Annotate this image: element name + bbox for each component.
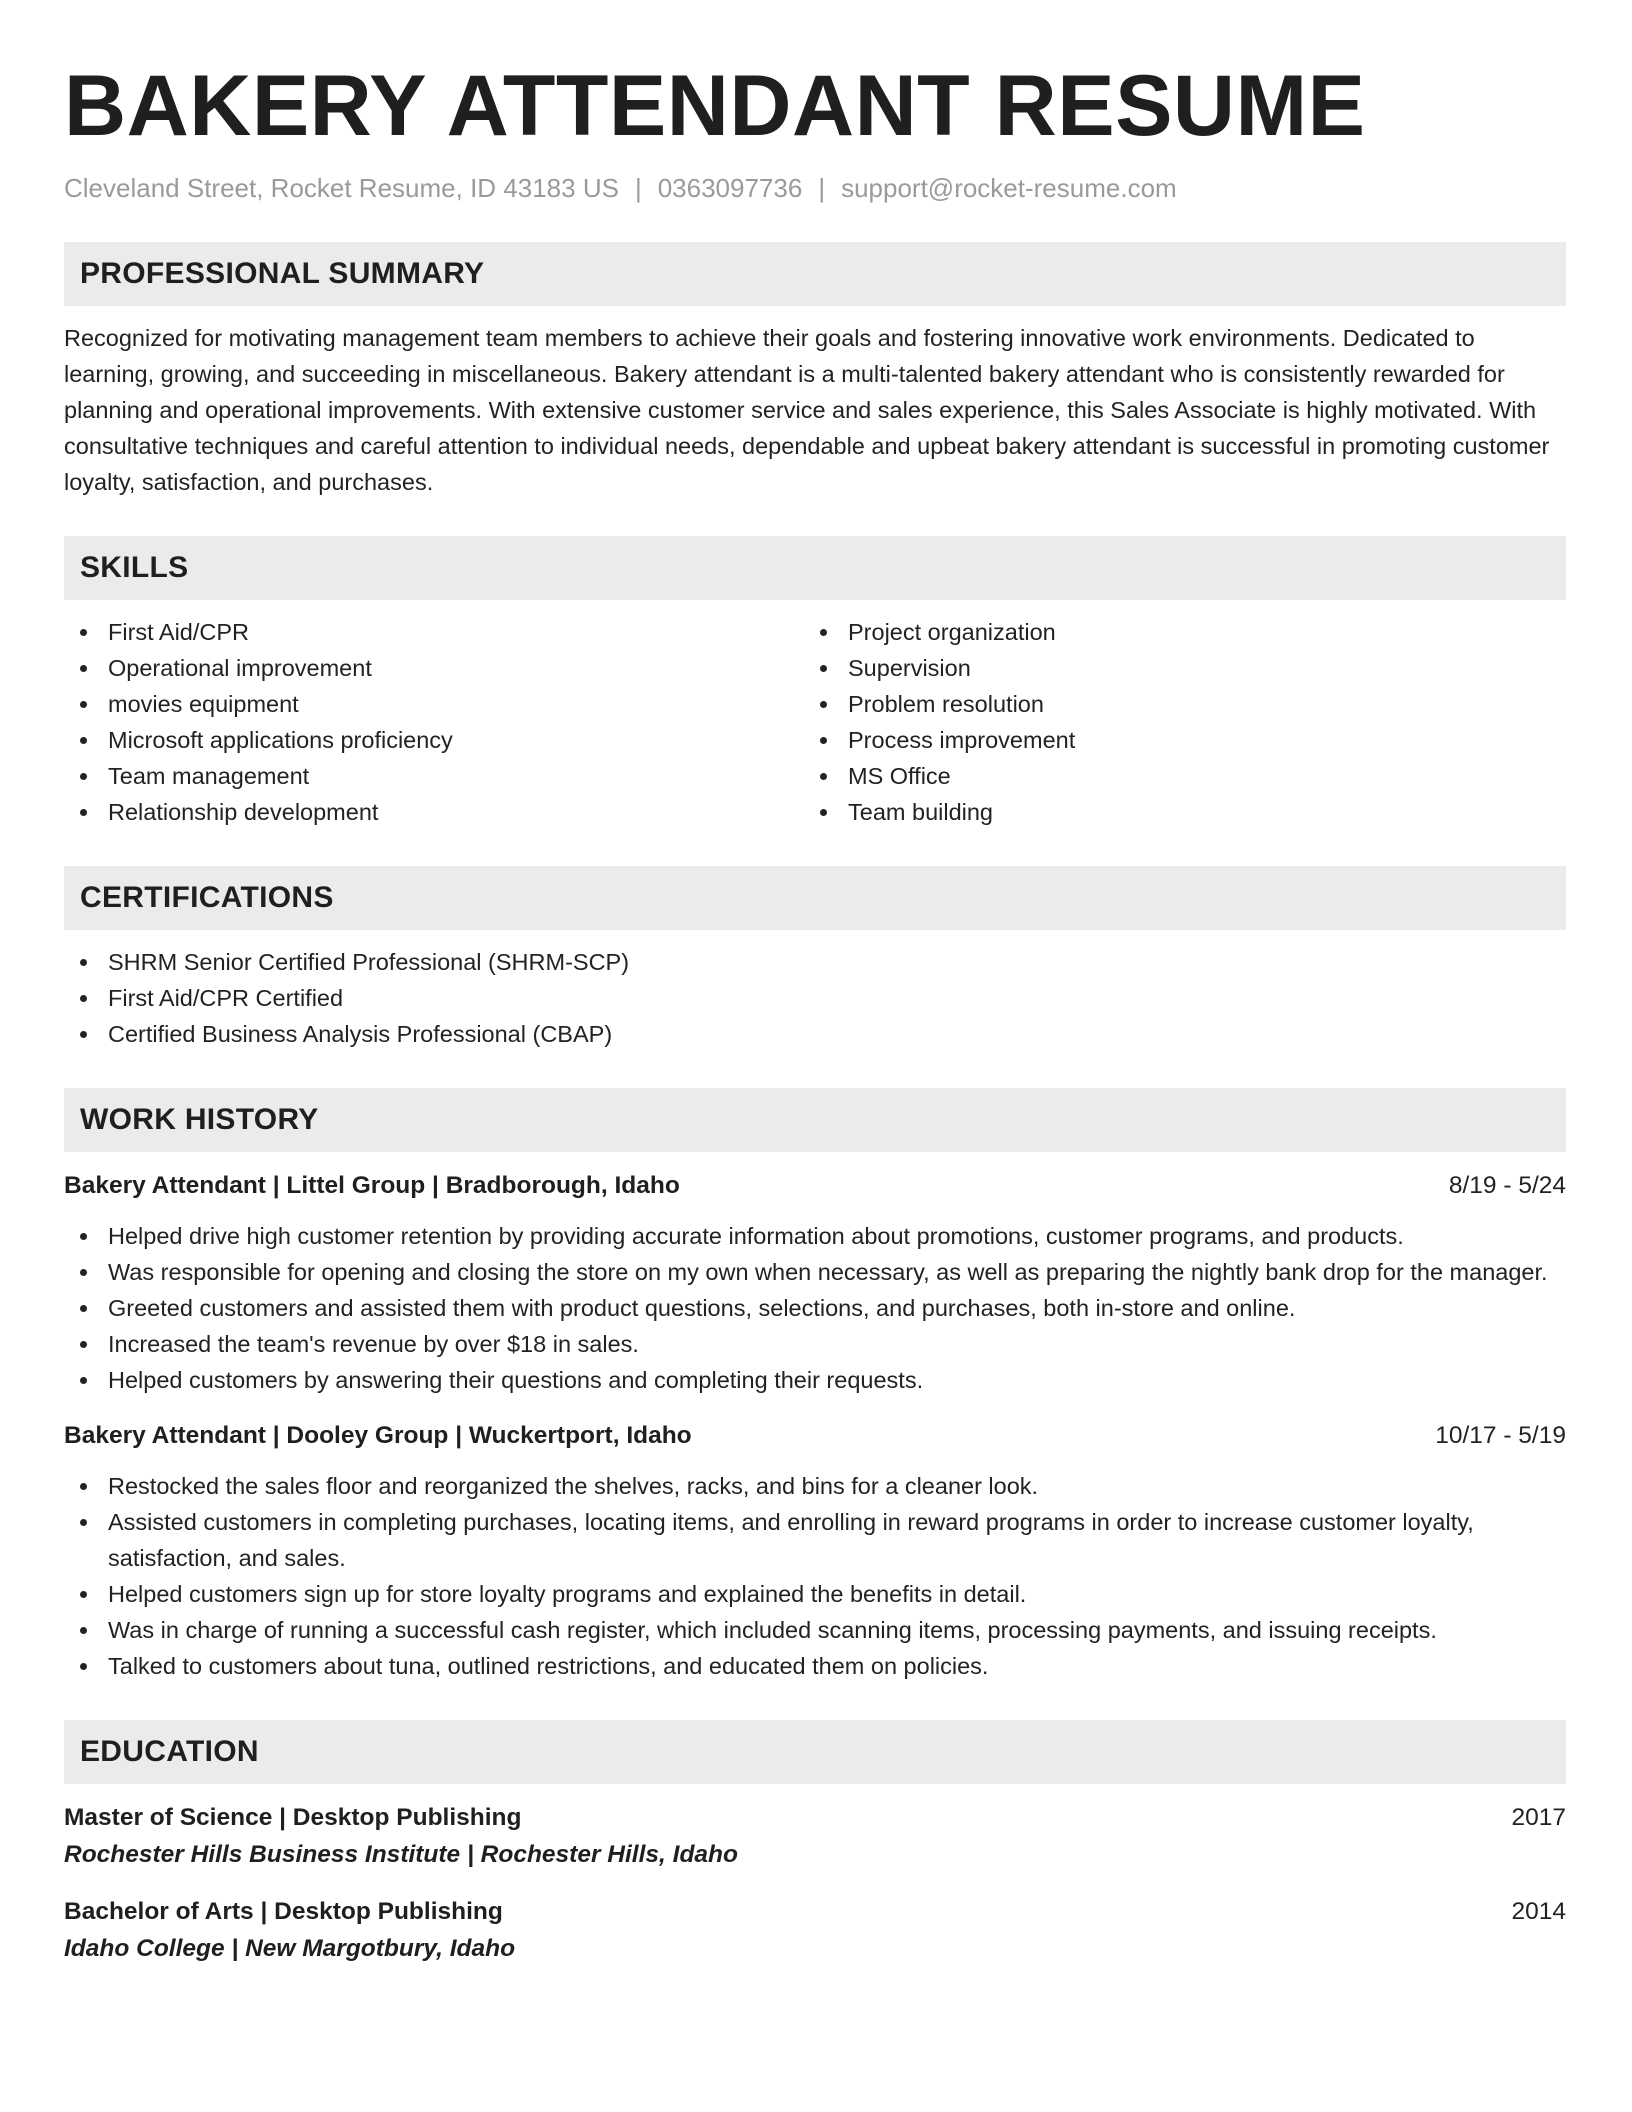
job-header <box>64 1418 1566 1454</box>
certification-item: SHRM Senior Certified Professional (SHRM-SCP) <box>64 944 1566 980</box>
contact-email: support@rocket-resume.com <box>841 173 1177 203</box>
education-heading: EDUCATION <box>64 1720 1566 1784</box>
job-title: Bakery Attendant | Dooley Group | Wuckertport, Idaho <box>64 1422 692 1449</box>
education-year: 2014 <box>1511 1898 1566 1925</box>
certification-item: Certified Business Analysis Professional (CBAP) <box>64 1016 1566 1052</box>
skill-item: First Aid/CPR <box>64 614 804 650</box>
job-bullet: Helped drive high customer retention by providing accurate information about promotions, customer programs, and products. <box>64 1218 1566 1254</box>
skills-grid <box>64 614 1566 830</box>
skill-item: Problem resolution <box>804 686 1544 722</box>
skills-list-left <box>64 614 804 830</box>
skills-section <box>64 536 1566 830</box>
education-section <box>64 1720 1566 1968</box>
job-bullet: Greeted customers and assisted them with product questions, selections, and purchases, both in-store and online. <box>64 1290 1566 1326</box>
certifications-section <box>64 866 1566 1052</box>
job-bullet: Restocked the sales floor and reorganized the shelves, racks, and bins for a cleaner look. <box>64 1468 1566 1504</box>
work-history-heading: WORK HISTORY <box>64 1088 1566 1152</box>
skills-list-right <box>804 614 1544 830</box>
certifications-heading: CERTIFICATIONS <box>64 866 1566 930</box>
skill-item: Project organization <box>804 614 1544 650</box>
job-bullets <box>64 1468 1566 1684</box>
skill-item: MS Office <box>804 758 1544 794</box>
work-history-section <box>64 1088 1566 1684</box>
job-bullet: Was responsible for opening and closing the store on my own when necessary, as well as preparing the nightly bank drop for the manager. <box>64 1254 1566 1290</box>
certifications-list <box>64 944 1566 1052</box>
education-entry <box>64 1800 1566 1874</box>
summary-text: Recognized for motivating management team members to achieve their goals and fostering innovative work environments. Dedicated to learning, growing, and succeeding in miscellaneous. Bakery attendant is a multi-talented bakery attendant who is consistently rewarded for planning and operational improvements. With extensive customer service and sales experience, this Sales Associate is highly motivated. With consultative techniques and careful attention to individual needs, dependable and upbeat bakery attendant is successful in promoting customer loyalty, satisfaction, and purchases. <box>64 325 1550 495</box>
job-entry <box>64 1168 1566 1398</box>
job-title: Bakery Attendant | Littel Group | Bradborough, Idaho <box>64 1172 680 1199</box>
job-bullets <box>64 1218 1566 1398</box>
skill-item: Supervision <box>804 650 1544 686</box>
job-header <box>64 1168 1566 1204</box>
job-bullet: Increased the team's revenue by over $18 in sales. <box>64 1326 1566 1362</box>
skill-item: Team building <box>804 794 1544 830</box>
summary-section <box>64 242 1566 500</box>
skill-item: Operational improvement <box>64 650 804 686</box>
skill-item: Relationship development <box>64 794 804 830</box>
summary-heading: PROFESSIONAL SUMMARY <box>64 242 1566 306</box>
resume-title: BAKERY ATTENDANT RESUME <box>64 58 1366 154</box>
education-school: Idaho College | New Margotbury, Idaho <box>64 1935 516 1962</box>
education-degree: Master of Science | Desktop Publishing <box>64 1804 522 1831</box>
contact-address: Cleveland Street, Rocket Resume, ID 43183 US <box>64 173 619 203</box>
job-bullet: Helped customers by answering their questions and completing their requests. <box>64 1362 1566 1398</box>
education-header <box>64 1894 1566 1930</box>
job-dates: 8/19 - 5/24 <box>1448 1172 1566 1199</box>
education-school: Rochester Hills Business Institute | Rochester Hills, Idaho <box>64 1841 738 1868</box>
contact-phone: 0363097736 <box>657 173 803 203</box>
education-degree: Bachelor of Arts | Desktop Publishing <box>64 1898 503 1925</box>
education-entry <box>64 1894 1566 1968</box>
job-bullet: Helped customers sign up for store loyalty programs and explained the benefits in detail. <box>64 1576 1566 1612</box>
contact-line <box>64 170 1566 206</box>
job-bullet: Talked to customers about tuna, outlined restrictions, and educated them on policies. <box>64 1648 1566 1684</box>
resume-page <box>64 56 1566 1968</box>
job-entry <box>64 1418 1566 1684</box>
job-bullet: Was in charge of running a successful cash register, which included scanning items, processing payments, and issuing receipts. <box>64 1612 1566 1648</box>
job-bullet: Assisted customers in completing purchases, locating items, and enrolling in reward programs in order to increase customer loyalty, satisfaction, and sales. <box>64 1504 1566 1576</box>
education-header <box>64 1800 1566 1836</box>
job-dates: 10/17 - 5/19 <box>1435 1422 1566 1449</box>
skills-heading: SKILLS <box>64 536 1566 600</box>
skill-item: Process improvement <box>804 722 1544 758</box>
certification-item: First Aid/CPR Certified <box>64 980 1566 1016</box>
contact-separator: | <box>634 173 642 203</box>
skill-item: Microsoft applications proficiency <box>64 722 804 758</box>
skill-item: Team management <box>64 758 804 794</box>
contact-separator: | <box>818 173 826 203</box>
education-year: 2017 <box>1511 1804 1566 1831</box>
skill-item: movies equipment <box>64 686 804 722</box>
